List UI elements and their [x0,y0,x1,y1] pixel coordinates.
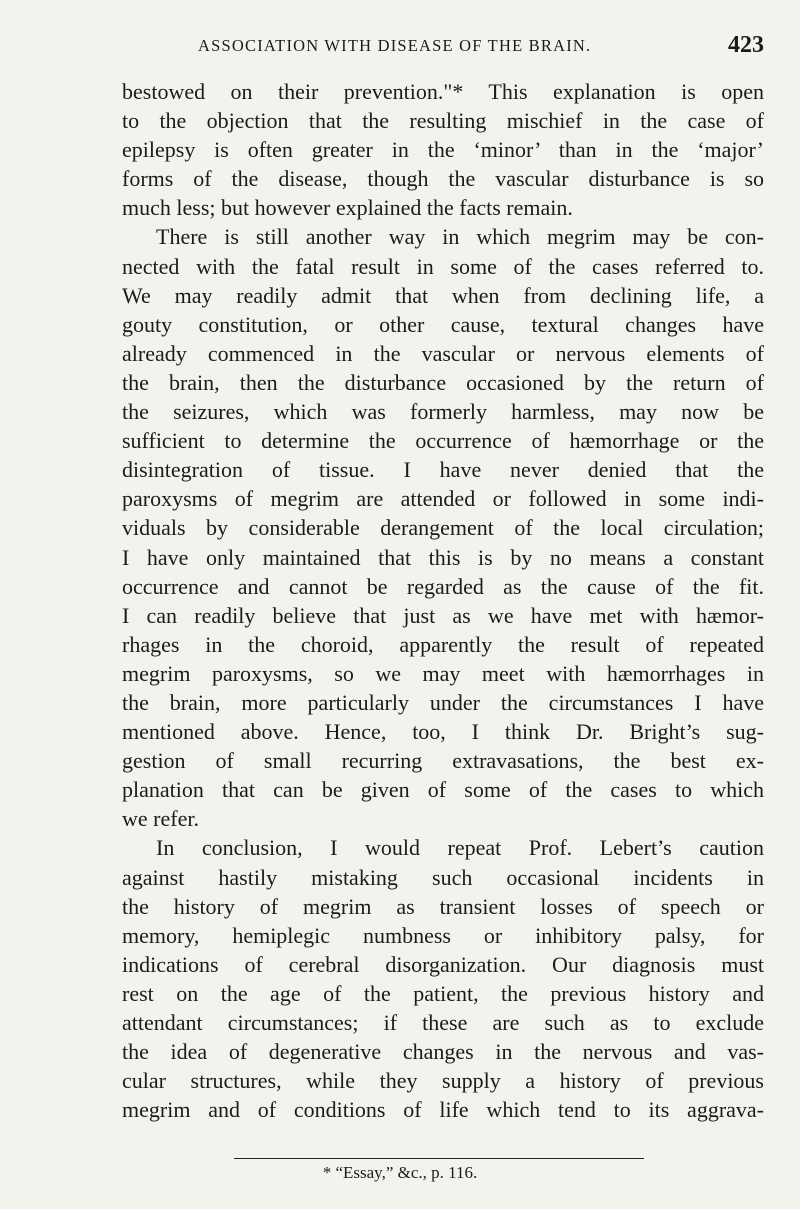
text-line: indications of cerebral disorganization. Our diagnosis must [122,951,764,977]
text-line: the history of megrim as transient losses of speech or [122,893,764,919]
text-line: occurrence and cannot be regarded as the cause of the fit. [122,573,764,599]
text-line: disintegration of tissue. I have never denied that the [122,457,764,483]
text-line: rhages in the choroid, apparently the result of repeated [122,631,764,657]
text-line: planation that can be given of some of the cases to which [122,777,764,803]
text-line: already commenced in the vascular or nervous elements of [122,340,764,366]
text-line: bestowed on their prevention."* This explanation is open [122,79,764,104]
text-line: viduals by considerable derangement of the local circulation; [122,515,764,541]
text-line: In conclusion, I would repeat Prof. Lebert’s caution [156,835,764,861]
text-line: forms of the disease, though the vascular disturbance is so [122,166,764,192]
page-header [122,32,764,66]
text-line: much less; but however explained the facts remain. [122,195,573,221]
text-line: rest on the age of the patient, the previous history and [122,980,764,1006]
text-line: to the objection that the resulting mischief in the case of [122,108,764,134]
text-line: against hastily mistaking such occasional incidents in [122,864,764,890]
text-line: the brain, more particularly under the circumstances I have [122,689,764,715]
text-line: the seizures, which was formerly harmless, may now be [122,399,764,425]
text-line: mentioned above. Hence, too, I think Dr. Bright’s sug- [122,719,764,745]
page-number: 423 [728,32,764,58]
text-line: I can readily believe that just as we have met with hæmor- [122,602,764,628]
text-line: the brain, then the disturbance occasioned by the return of [122,369,764,395]
text-line: nected with the fatal result in some of the cases referred to. [122,253,764,279]
text-line: gestion of small recurring extravasations, the best ex- [122,748,764,774]
text-line: We may readily admit that when from declining life, a [122,282,764,308]
text-line: I have only maintained that this is by no means a constant [122,544,764,570]
text-line: paroxysms of megrim are attended or followed in some indi- [122,486,764,512]
text-line: epilepsy is often greater in the ‘minor’ than in the ‘major’ [122,137,764,163]
text-line: megrim paroxysms, so we may meet with hæmorrhages in [122,660,764,686]
text-line: megrim and of conditions of life which tend to its aggrava- [122,1097,764,1123]
text-line: cular structures, while they supply a history of previous [122,1068,764,1094]
text-line: sufficient to determine the occurrence of hæmorrhage or the [122,428,764,454]
text-line: the idea of degenerative changes in the nervous and vas- [122,1039,764,1065]
footnote-rule [234,1158,644,1159]
text-line: we refer. [122,806,199,832]
footnote: * “Essay,” &c., p. 116. [322,1163,478,1182]
running-title: ASSOCIATION WITH DISEASE OF THE BRAIN. [198,36,592,55]
body-text [122,77,764,1124]
text-line: attendant circumstances; if these are such as to exclude [122,1010,764,1035]
text-line: memory, hemiplegic numbness or inhibitory palsy, for [122,922,764,948]
text-line: There is still another way in which megrim may be con- [156,224,764,250]
text-line: gouty constitution, or other cause, textural changes have [122,311,764,337]
